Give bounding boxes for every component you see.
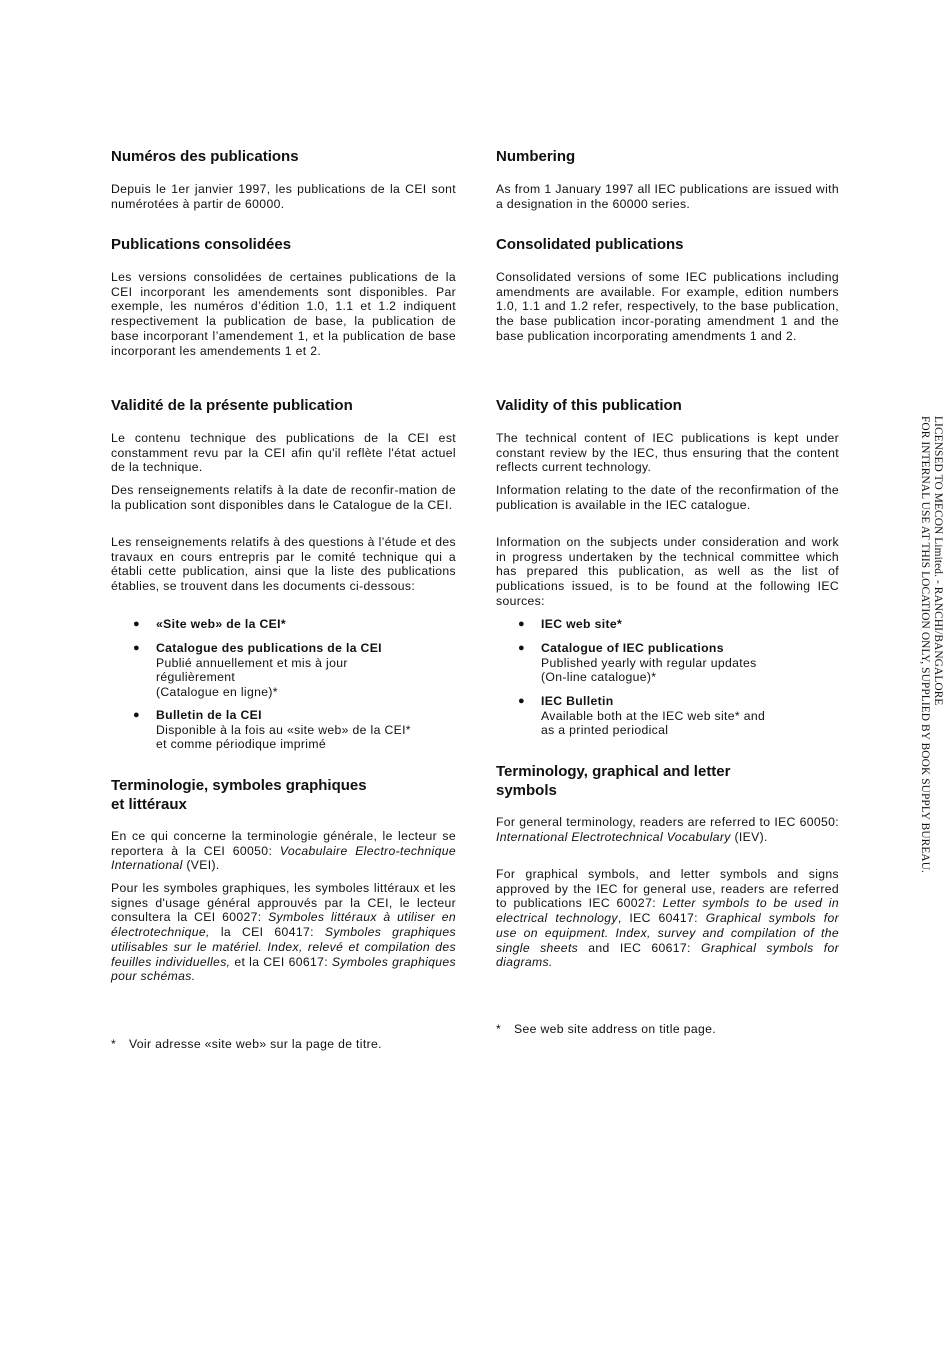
fr-validity-p1: Le contenu technique des publications de la CEI est constamment revu par la CEI afin qu'il reflète l'état actuel de la technique. — [111, 431, 456, 475]
en-consolidated-heading: Consolidated publications — [496, 236, 684, 253]
fr-validity-p2: Des renseignements relatifs à la date de reconfir-mation de la publication sont disponibles dans le Catalogue de la CEI. — [111, 483, 456, 512]
bullet-icon: ● — [133, 709, 140, 721]
fr-consolidated-body: Les versions consolidées de certaines publications de la CEI incorporant les amendements sont disponibles. Par exemple, les numéros d’édition 1.0, 1.1 et 1.2 indiquent respectivement la publication de base, la publication de base incorporant l’amendement 1, et la publication de base incorporant les amendements 1 et 2. — [111, 270, 456, 358]
en-terminology-p2: For graphical symbols, and letter symbols and signs approved by the IEC for general use, readers are referred to publications IEC 60027: Letter symbols to be used in electrical technology, IEC 60417: Graphical symbols for use on equipment. Index, survey and compilation of the single sheets and IEC 60617: Graphical symbols for diagrams. — [496, 867, 840, 970]
en-bullet-catalogue: ● Catalogue of IEC publications Published yearly with regular updates (On-line catalogue)* — [518, 641, 757, 685]
en-terminology-p1: For general terminology, readers are referred to IEC 60050: International Electrotechnical Vocabulary (IEV). — [496, 815, 839, 844]
bullet-icon: ● — [518, 618, 525, 630]
fr-bullet-bulletin: ● Bulletin de la CEI Disponible à la fois au «site web» de la CEI* et comme périodique imprimé — [133, 708, 411, 752]
en-validity-p2: Information relating to the date of the reconfirmation of the publication is available in the IEC catalogue. — [496, 483, 839, 512]
en-validity-p1: The technical content of IEC publications is kept under constant review by the IEC, thus ensuring that the content reflects current technology. — [496, 431, 839, 475]
fr-numbering-heading: Numéros des publications — [111, 148, 299, 165]
bullet-icon: ● — [518, 642, 525, 654]
en-terminology-heading: Terminology, graphical and letter symbols — [496, 763, 731, 799]
en-consolidated-body: Consolidated versions of some IEC publications including amendments are available. For example, edition numbers 1.0, 1.1 and 1.2 refer, respectively, to the base publication, the base publication incor-porating amendment 1 and the base publication incorporating amendments 1 and 2. — [496, 270, 839, 343]
en-validity-heading: Validity of this publication — [496, 397, 682, 414]
bullet-icon: ● — [518, 695, 525, 707]
fr-validity-heading: Validité de la présente publication — [111, 397, 353, 414]
en-bullet-website: ● IEC web site* — [518, 617, 623, 631]
fr-bullet-catalogue: ● Catalogue des publications de la CEI Publié annuellement et mis à jour régulièrement (Catalogue en ligne)* — [133, 641, 382, 700]
bullet-icon: ● — [133, 618, 140, 630]
fr-terminology-p2: Pour les symboles graphiques, les symboles littéraux et les signes d'usage général approuvés par la CEI, le lecteur consultera la CEI 60027: Symboles littéraux à utiliser en électrotechnique, la CEI 60417: Symboles graphiques utilisables sur le matériel. Index, relevé et compilation des feuilles individuelles, et la CEI 60617: Symboles graphiques pour schémas. — [111, 881, 456, 984]
bullet-icon: ● — [133, 642, 140, 654]
fr-terminology-p1: En ce qui concerne la terminologie générale, le lecteur se reportera à la CEI 60050: Vocabulaire Electro-technique International (VEI). — [111, 829, 456, 873]
en-bullet-bulletin: ● IEC Bulletin Available both at the IEC web site* and as a printed periodical — [518, 694, 766, 738]
fr-consolidated-heading: Publications consolidées — [111, 236, 292, 253]
license-notice: LICENSED TO MECON Limited. - RANCHI/BANGALORE FOR INTERNAL USE AT THIS LOCATION ONLY, SUPPLIED BY BOOK SUPPLY BUREAU. — [919, 416, 944, 874]
fr-validity-p3: Les renseignements relatifs à des questions à l’étude et des travaux en cours entrepris par le comité technique qui a établi cette publication, ainsi que la liste des publications établies, se trouvent dans les documents ci-dessous: — [111, 535, 456, 594]
fr-footnote: * Voir adresse «site web» sur la page de titre. — [111, 1037, 382, 1051]
en-footnote: * See web site address on title page. — [496, 1022, 716, 1036]
en-numbering-body: As from 1 January 1997 all IEC publications are issued with a designation in the 60000 series. — [496, 182, 839, 211]
fr-terminology-heading: Terminologie, symboles graphiques et littéraux — [111, 777, 367, 813]
en-validity-p3: Information on the subjects under consideration and work in progress undertaken by the technical committee which has prepared this publication, as well as the list of publications issued, is to be found at the following IEC sources: — [496, 535, 839, 608]
en-numbering-heading: Numbering — [496, 148, 576, 165]
fr-bullet-website: ● «Site web» de la CEI* — [133, 617, 286, 631]
fr-numbering-body: Depuis le 1er janvier 1997, les publications de la CEI sont numérotées à partir de 60000. — [111, 182, 456, 211]
